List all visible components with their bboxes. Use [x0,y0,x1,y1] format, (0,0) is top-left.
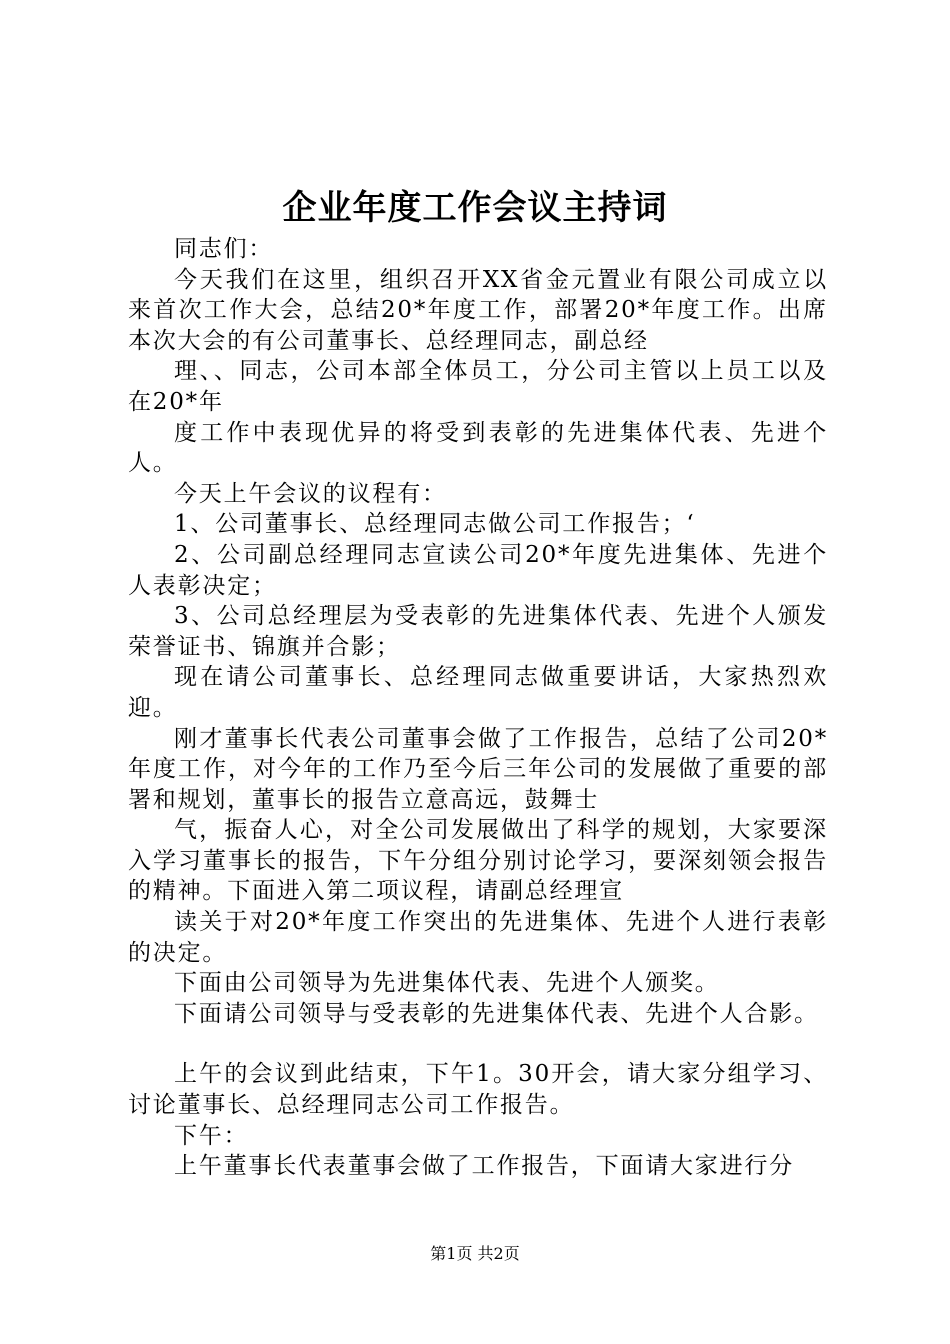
agenda-item-3: 3、公司总经理层为受表彰的先进集体代表、先进个人颁发荣誉证书、锦旗并合影； [128,603,828,660]
paragraph-group-photo: 下面请公司领导与受表彰的先进集体代表、先进个人合影。 [174,1000,819,1027]
document-title: 企业年度工作会议主持词 [282,188,668,228]
paragraph-afternoon-intro: 上午董事长代表董事会做了工作报告，下面请大家进行分 [174,1153,794,1180]
agenda-item-1: 1、公司董事长、总经理同志做公司工作报告；‘ [174,511,696,538]
blank-line [128,1029,828,1059]
agenda-item-2: 2、公司副总经理同志宣读公司20*年度先进集体、先进个人表彰决定； [128,541,828,599]
paragraph-greeting: 同志们： [174,236,274,262]
page-number-footer: 第1页 共2页 [430,1244,520,1263]
paragraph-report-study: 气，振奋人心，对全公司发展做出了科学的规划，大家要深入学习董事长的报告，下午分组分别讨论学习，要深刻领会报告的精神。下面进入第二项议程，请副总经理宣 [128,817,828,905]
paragraph-opening: 今天我们在这里，组织召开XX省金元置业有限公司成立以来首次工作大会，总结20*年度工作，部署20*年度工作。出席本次大会的有公司董事长、总经理同志，副总经 [128,266,828,354]
paragraph-morning-close: 上午的会议到此结束，下午1。30开会，请大家分组学习、讨论董事长、总经理同志公司工作报告。 [128,1061,828,1119]
document-body [128,234,828,1182]
paragraph-speech-invite: 现在请公司董事长、总经理同志做重要讲话，大家热烈欢迎。 [128,664,828,721]
paragraph-awards: 下面由公司领导为先进集体代表、先进个人颁奖。 [174,970,720,997]
paragraph-commendation: 读关于对20*年度工作突出的先进集体、先进个人进行表彰的决定。 [128,909,828,966]
paragraph-honorees: 度工作中表现优异的将受到表彰的先进集体代表、先进个人。 [128,419,828,477]
paragraph-attendees: 理、、同志，公司本部全体员工，分公司主管以上员工以及在20*年 [128,358,828,415]
paragraph-afternoon-heading: 下午： [174,1122,249,1149]
paragraph-agenda-intro: 今天上午会议的议程有： [174,480,447,507]
paragraph-report-summary: 刚才董事长代表公司董事会做了工作报告，总结了公司20*年度工作，对今年的工作乃至今后三年公司的发展做了重要的部署和规划，董事长的报告立意高远，鼓舞士 [128,725,828,813]
